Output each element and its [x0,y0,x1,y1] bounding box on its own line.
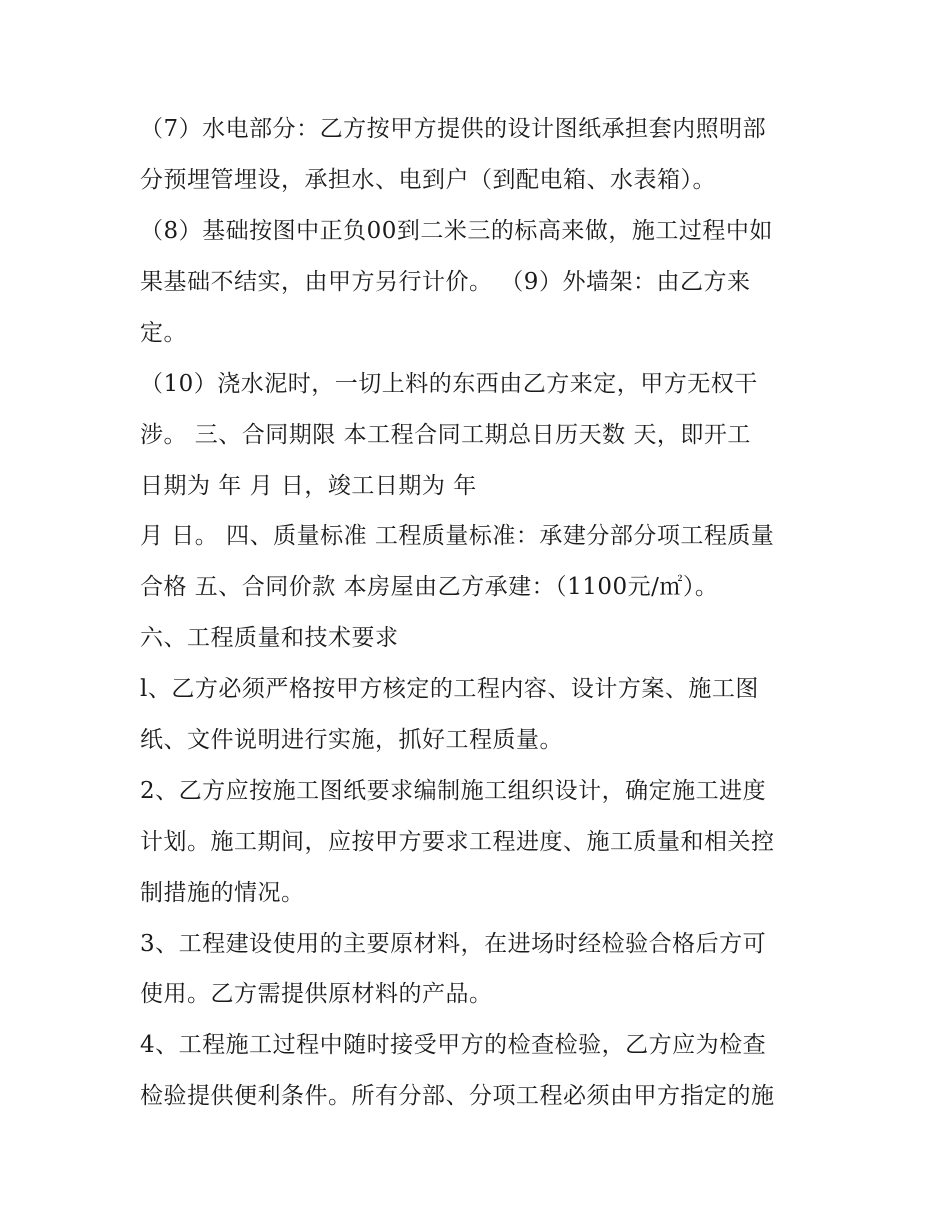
text-line: 纸、文件说明进行实施，抓好工程质量。 [140,727,563,753]
text-line: 制措施的情况。 [140,880,305,906]
text-line: 使用。乙方需提供原材料的产品。 [140,981,493,1007]
text-line: （8）基础按图中正负00到二米三的标高来做，施工过程中如 [140,218,773,244]
section-heading: 六、工程质量和技术要求 [140,625,399,651]
text-line: 3、工程建设使用的主要原材料，在进场时经检验合格后方可 [140,931,767,957]
text-line: l、乙方必须严格按甲方核定的工程内容、设计方案、施工图 [140,676,759,702]
text-line: 4、工程施工过程中随时接受甲方的检查检验，乙方应为检查 [140,1032,767,1058]
text-line: 涉。 三、合同期限 本工程合同工期总日历天数 天，即开工 [140,422,751,448]
text-line: 检验提供便利条件。所有分部、分项工程必须由甲方指定的施 [140,1083,775,1109]
text-line: 果基础不结实，由甲方另行计价。 （9）外墙架：由乙方来 [140,269,751,295]
text-line: 定。 [140,320,187,346]
text-line: （7）水电部分：乙方按甲方提供的设计图纸承担套内照明部 [140,116,767,142]
text-line: （10）浇水泥时，一切上料的东西由乙方来定，甲方无权干 [140,371,758,397]
text-line: 计划。施工期间，应按甲方要求工程进度、施工质量和相关控 [140,829,775,855]
text-line: 合格 五、合同价款 本房屋由乙方承建：（1100元/㎡）。 [140,574,719,600]
text-line: 日期为 年 月 日，竣工日期为 年 [140,473,477,499]
text-line: 分预埋管埋设，承担水、电到户（到配电箱、水表箱）。 [140,167,716,193]
text-line: 2、乙方应按施工图纸要求编制施工组织设计，确定施工进度 [140,778,767,804]
text-line: 月 日。 四、质量标准 工程质量标准：承建分部分项工程质量 [140,523,775,549]
